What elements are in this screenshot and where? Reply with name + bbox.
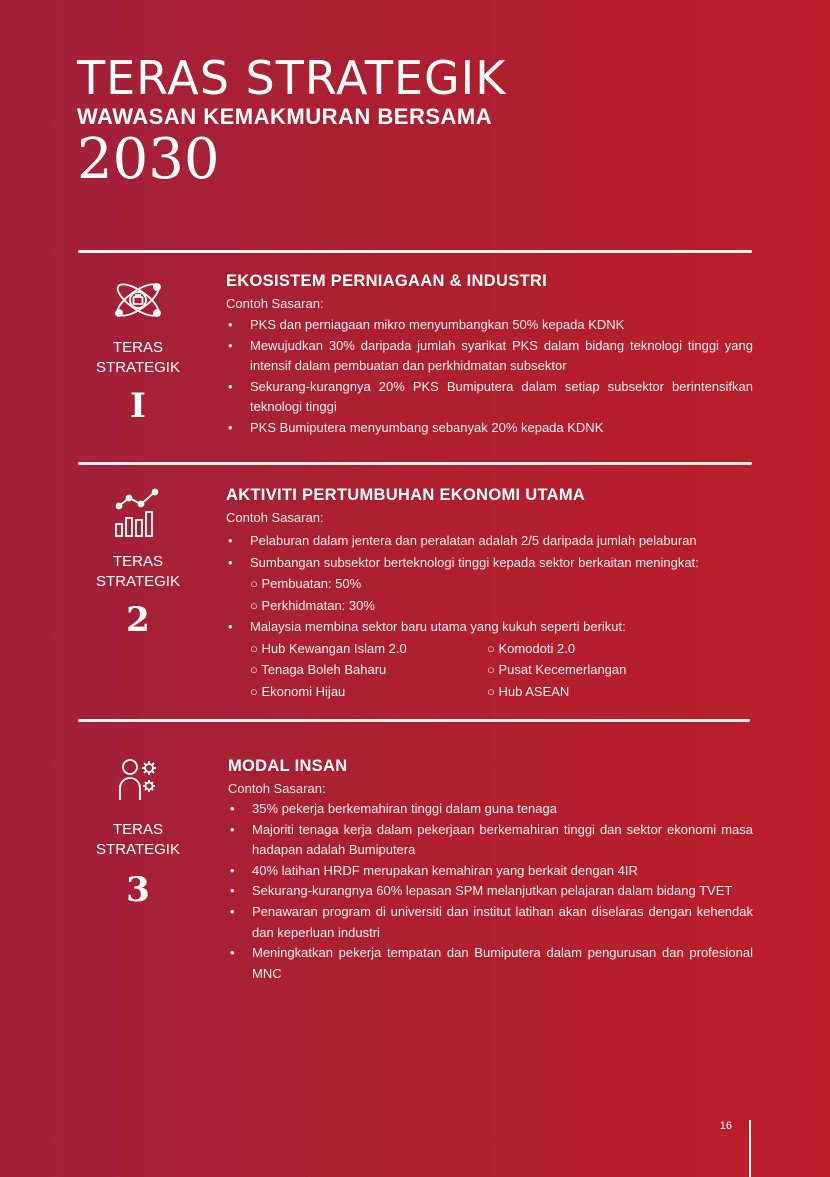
pillar-2-number: 2 bbox=[126, 600, 150, 640]
list-item: • Majoriti tenaga kerja dalam pekerjaan berkemahiran tinggi dan sektor ekonomi masa hadapan adalah Bumiputera bbox=[228, 820, 753, 861]
pillar-3-intro: Contoh Sasaran: bbox=[228, 781, 326, 796]
pillar-1-label bbox=[76, 270, 200, 426]
pillar-2-title: AKTIVITI PERTUMBUHAN EKONOMI UTAMA bbox=[226, 486, 586, 504]
divider bbox=[78, 719, 750, 722]
pillar-2-content bbox=[226, 486, 756, 702]
list-item: • Sekurang-kurangnya 20% PKS Bumiputera dalam setiap subsektor berintensifkan teknologi tinggi bbox=[226, 377, 753, 418]
person-gears-icon bbox=[116, 756, 160, 802]
list-item: • 35% pekerja berkemahiran tinggi dalam guna tenaga bbox=[228, 799, 753, 820]
list-item: • Mewujudkan 30% daripada jumlah syarikat PKS dalam bidang teknologi tinggi yang intensif dalam pembuatan dan perkhidmatan subsektor bbox=[226, 336, 753, 377]
sub-item: ○ Hub ASEAN bbox=[487, 683, 570, 699]
pillar-3-number: 3 bbox=[126, 870, 150, 910]
pillar-1-content bbox=[226, 272, 753, 439]
pillar-3-content bbox=[228, 757, 753, 984]
pillar-1-intro: Contoh Sasaran: bbox=[226, 296, 324, 311]
list-item: • 40% latihan HRDF merupakan kemahiran yang berkait dengan 4IR bbox=[228, 861, 753, 882]
list-item: • Sumbangan subsektor berteknologi tinggi kepada sektor berkaitan meningkat: bbox=[226, 552, 756, 574]
list-item: • Sekurang-kurangnya 60% lepasan SPM melanjutkan pelajaran dalam bidang TVET bbox=[228, 881, 753, 902]
page-number-bar bbox=[749, 1120, 751, 1177]
pillar-2-label-line2: STRATEGIK bbox=[96, 573, 180, 590]
pillar-2-bullets-b bbox=[226, 616, 756, 638]
sub-item: ○ Hub Kewangan Islam 2.0 bbox=[250, 640, 407, 656]
page-number: 16 bbox=[719, 1120, 732, 1132]
pillar-2-bullets bbox=[226, 530, 756, 573]
list-item: • Penawaran program di universiti dan institut latihan akan diselaras dengan kehendak dan keperluan industri bbox=[228, 902, 753, 943]
divider bbox=[78, 250, 752, 253]
page-year: 2030 bbox=[77, 127, 220, 192]
sub-item: ○ Perkhidmatan: 30% bbox=[250, 597, 375, 613]
pillar-3-bullets bbox=[228, 799, 753, 984]
list-item: • Pelaburan dalam jentera dan peralatan adalah 2/5 daripada jumlah pelaburan bbox=[226, 530, 756, 552]
divider bbox=[78, 462, 752, 465]
sub-item: ○ Pembuatan: 50% bbox=[250, 576, 362, 591]
pillar-1-label-line1: TERAS bbox=[112, 339, 163, 356]
pillar-3-label-line1: TERAS bbox=[112, 821, 163, 838]
growth-chart-icon bbox=[113, 486, 163, 538]
pillar-3-title: MODAL INSAN bbox=[228, 757, 348, 775]
list-item: • PKS dan perniagaan mikro menyumbangkan 50% kepada KDNK bbox=[226, 315, 753, 336]
page-subtitle: WAWASAN KEMAKMURAN BERSAMA bbox=[77, 104, 493, 129]
pillar-2-label-line1: TERAS bbox=[112, 553, 163, 570]
sub-item: ○ Komodoti 2.0 bbox=[487, 640, 576, 656]
list-item: • PKS Bumiputera menyumbang sebanyak 20% kepada KDNK bbox=[226, 418, 753, 439]
pillar-1-title: EKOSISTEM PERNIAGAAN & INDUSTRI bbox=[226, 272, 547, 290]
pillar-2-label bbox=[76, 486, 200, 640]
pillar-3-label bbox=[76, 756, 200, 910]
sub-item: ○ Pusat Kecemerlangan bbox=[487, 662, 627, 677]
pillar-1-bullets bbox=[226, 315, 753, 439]
list-item: • Meningkatkan pekerja tempatan dan Bumiputera dalam pengurusan dan profesional MNC bbox=[228, 943, 753, 984]
sub-item: ○ Ekonomi Hijau bbox=[250, 683, 346, 699]
pillar-3-label-line2: STRATEGIK bbox=[96, 841, 180, 858]
sub-item: ○ Tenaga Boleh Baharu bbox=[250, 662, 387, 677]
atom-briefcase-icon bbox=[108, 270, 168, 330]
pillar-1-label-line2: STRATEGIK bbox=[96, 359, 180, 376]
list-item: • Malaysia membina sektor baru utama yang kukuh seperti berikut: bbox=[226, 616, 756, 638]
pillar-1-number: I bbox=[130, 386, 146, 426]
page-title: TERAS STRATEGIK bbox=[77, 51, 507, 105]
pillar-2-intro: Contoh Sasaran: bbox=[226, 510, 324, 525]
